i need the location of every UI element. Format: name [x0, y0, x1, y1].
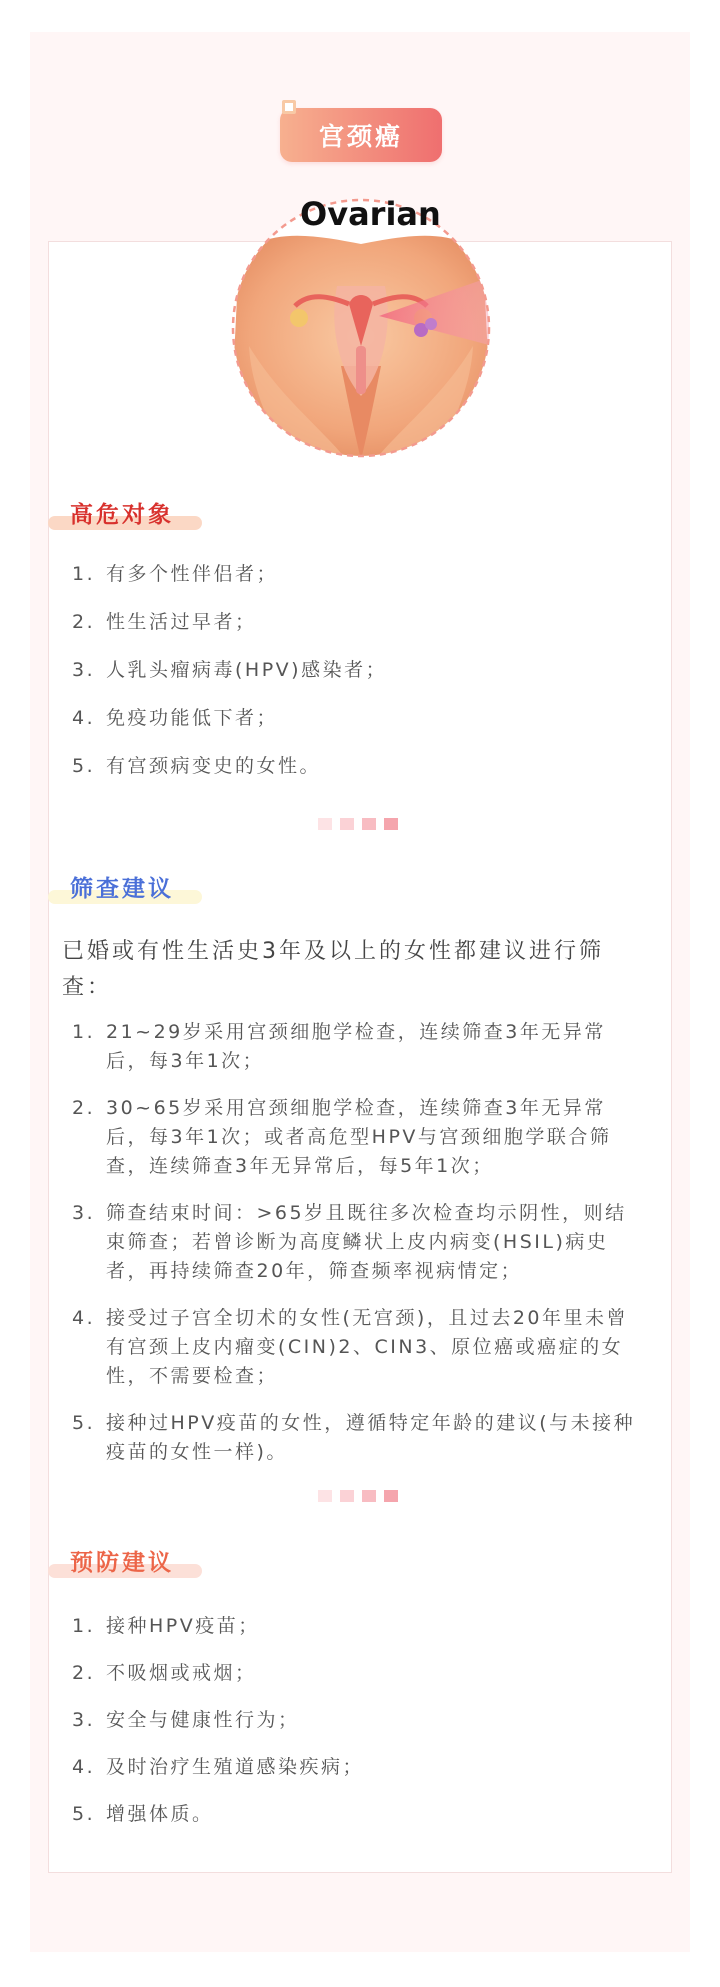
list-number: 2.: [72, 1662, 96, 1684]
list-number: 5.: [72, 1803, 96, 1825]
list-item: [66, 1409, 648, 1467]
list-number: 1.: [72, 1021, 96, 1043]
list-item-text: 21~29岁采用宫颈细胞学检查，连续筛查3年无异常后，每3年1次；: [106, 1021, 606, 1072]
topic-tag-label: 宫颈癌: [318, 122, 403, 151]
list-item-text: 及时治疗生殖道感染疾病；: [106, 1756, 365, 1778]
list-item-text: 有宫颈病变史的女性。: [106, 755, 322, 777]
divider-dot: [340, 818, 354, 830]
divider-dot: [362, 1490, 376, 1502]
list-item-text: 筛查结束时间：>65岁且既往多次检查均示阴性，则结束筛查；若曾诊断为高度鳞状上皮内病变(HSIL)病史者，再持续筛查20年，筛查频率视病情定；: [106, 1202, 627, 1282]
section-divider-dots: [318, 818, 398, 830]
list-item-text: 人乳头瘤病毒(HPV)感染者；: [106, 659, 388, 681]
list-number: 4.: [72, 1307, 96, 1329]
section-title: 高危对象: [70, 502, 174, 528]
list-item: [66, 1800, 364, 1847]
list-number: 3.: [72, 659, 96, 681]
illustration-title: Ovarian: [300, 195, 441, 233]
list-number: 1.: [72, 1615, 96, 1637]
list-item-text: 接种HPV疫苗；: [106, 1615, 260, 1637]
list-number: 4.: [72, 1756, 96, 1778]
list-item: [66, 1094, 648, 1181]
list-item: [66, 656, 387, 704]
tag-corner-decoration: [282, 100, 296, 114]
divider-dot: [384, 1490, 398, 1502]
list-item: [66, 1018, 648, 1076]
list-item: [66, 1304, 648, 1391]
list-number: 5.: [72, 1412, 96, 1434]
list-number: 2.: [72, 1097, 96, 1119]
divider-dot: [384, 818, 398, 830]
list-item-text: 有多个性伴侣者；: [106, 563, 279, 585]
list-item: [66, 704, 387, 752]
list-item: [66, 1753, 364, 1800]
list-number: 5.: [72, 755, 96, 777]
screening-list: [66, 1018, 648, 1485]
list-item: [66, 1659, 364, 1706]
list-item-text: 接种过HPV疫苗的女性，遵循特定年龄的建议(与未接种疫苗的女性一样)。: [106, 1412, 636, 1463]
list-item: [66, 1706, 364, 1753]
section-divider-dots: [318, 1490, 398, 1502]
list-item-text: 性生活过早者；: [106, 611, 257, 633]
divider-dot: [318, 1490, 332, 1502]
high-risk-list: [66, 560, 387, 800]
list-item-text: 30~65岁采用宫颈细胞学检查，连续筛查3年无异常后，每3年1次；或者高危型HPV与宫颈细胞学联合筛查，连续筛查3年无异常后，每5年1次；: [106, 1097, 612, 1177]
list-item-text: 安全与健康性行为；: [106, 1709, 300, 1731]
divider-dot: [340, 1490, 354, 1502]
list-item: [66, 608, 387, 656]
list-item: [66, 752, 387, 800]
divider-dot: [362, 818, 376, 830]
divider-dot: [318, 818, 332, 830]
list-item: [66, 1199, 648, 1286]
list-item-text: 不吸烟或戒烟；: [106, 1662, 257, 1684]
list-number: 1.: [72, 563, 96, 585]
list-number: 4.: [72, 707, 96, 729]
list-item-text: 接受过子宫全切术的女性(无宫颈)，且过去20年里未曾有宫颈上皮内瘤变(CIN)2、CIN3、原位癌或癌症的女性，不需要检查；: [106, 1307, 629, 1387]
list-number: 2.: [72, 611, 96, 633]
list-number: 3.: [72, 1709, 96, 1731]
section-title: 筛查建议: [70, 876, 174, 902]
section-title: 预防建议: [70, 1550, 174, 1576]
screening-intro: 已婚或有性生活史3年及以上的女性都建议进行筛查：: [62, 939, 604, 1000]
list-item-text: 免疫功能低下者；: [106, 707, 279, 729]
topic-tag: [280, 108, 442, 162]
list-item-text: 增强体质。: [106, 1803, 214, 1825]
list-item: [66, 1612, 364, 1659]
list-item: [66, 560, 387, 608]
list-number: 3.: [72, 1202, 96, 1224]
prevention-list: [66, 1612, 364, 1847]
